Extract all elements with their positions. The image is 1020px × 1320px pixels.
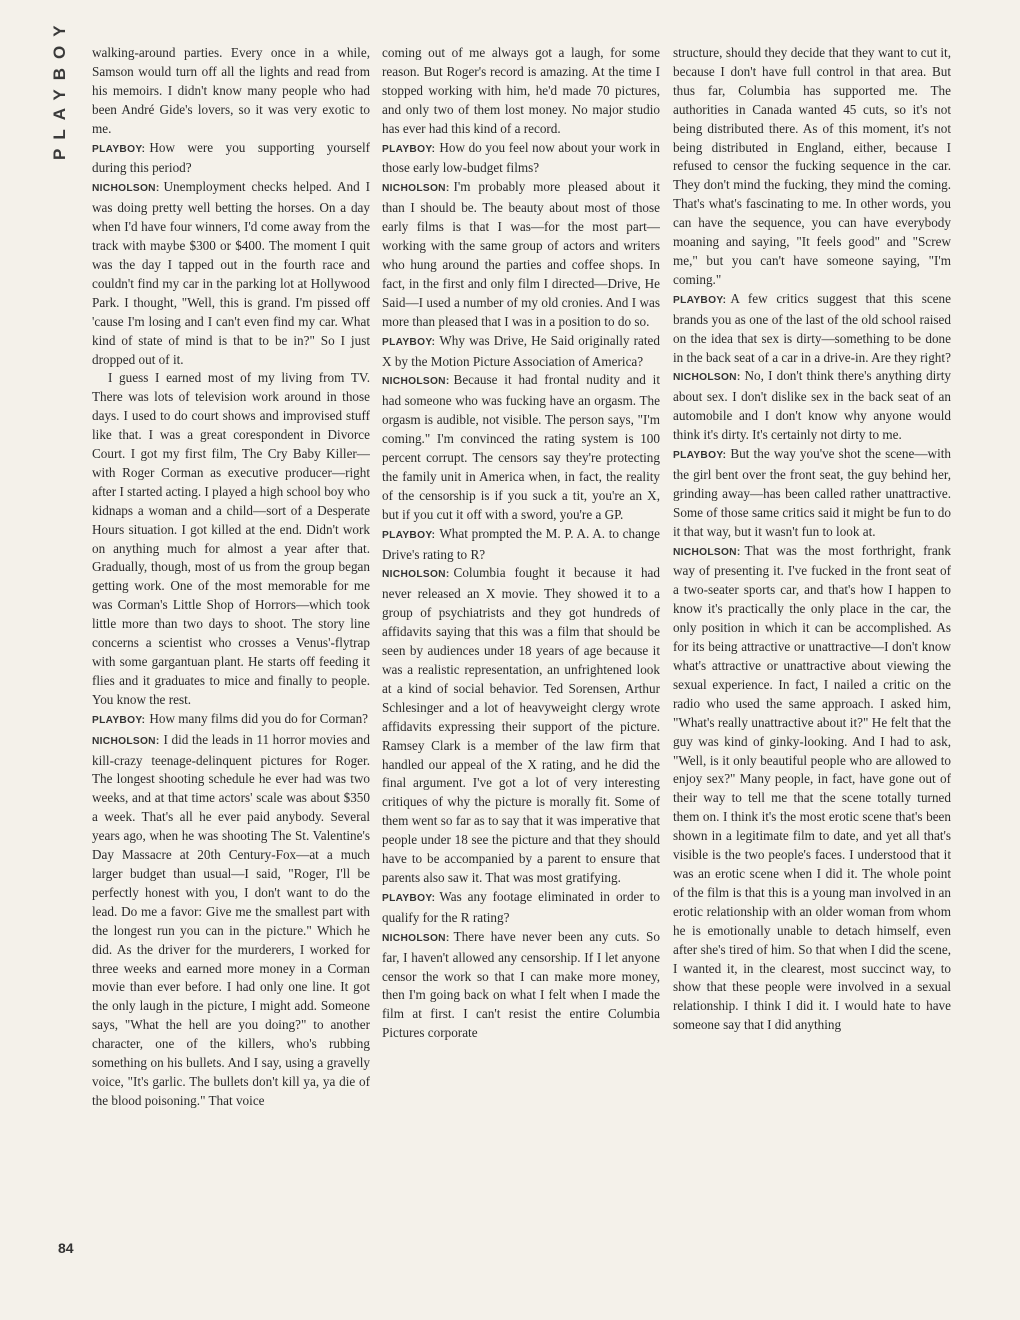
speaker-label: NICHOLSON: [92, 183, 160, 195]
question [92, 710, 370, 731]
answer-text: Because it had frontal nudity and it had someone who was fucking have an orgasm. The orgasm is audible, not visible. The person says, "I'm coming." I'm convinced the rating system is 100 percent corrupt. The censors say they're protecting the family unit in America when, in fact, the reality of the censorship is if you suck a tit, you're an X, but if you cut it off with a sword, you're a GP. [382, 372, 660, 522]
question [382, 525, 660, 565]
answer [92, 731, 370, 1111]
answer [382, 371, 660, 524]
question [382, 332, 660, 372]
text-column-2 [382, 44, 660, 1294]
question [382, 888, 660, 928]
speaker-label: PLAYBOY: [92, 714, 146, 726]
speaker-label: PLAYBOY: [92, 143, 146, 155]
question [673, 445, 951, 542]
question-text: How do you feel now about your work in those early low-budget films? [382, 139, 660, 176]
speaker-label: NICHOLSON: [673, 546, 741, 558]
paragraph: walking-around parties. Every once in a while, Samson would turn off all the lights and read from his memoirs. I didn't know many people who had been André Gide's lovers, so it was very exotic to me. [92, 45, 370, 136]
answer [673, 367, 951, 445]
question-text: Was any footage eliminated in order to qualify for the R rating? [382, 888, 660, 925]
answer [92, 178, 370, 369]
speaker-label: PLAYBOY: [382, 529, 436, 541]
answer-text: I did the leads in 11 horror movies and kill-crazy teenage-delinquent pictures for Roger. The longest shooting schedule he ever had was two weeks, and at that time actors' scale was about $350 a week. That's all he ever paid anybody. Several years ago, when he was shooting The St. Valentine's Day Massacre at 20th Century-Fox—at a much larger budget than usual—I said, "Roger, I'll be perfectly honest with you, I don't want to do the lead. Do me a favor: Give me the smallest part with the longest run you can in the picture." Which he did. As the driver for the murderers, I worked for three weeks and earned more money in a Corman movie than ever before. I had only one line. It got the only laugh in the picture, I might add. Someone says, "What the hell are you doing?" to another character, one of the killers, who's rubbing something on his bullets. And I say, using a gravelly voice, "It's garlic. The bullets don't kill ya, ya die of the blood poisoning." That voice [92, 731, 370, 1108]
question-text: What prompted the M. P. A. A. to change Drive's rating to R? [382, 525, 660, 562]
speaker-label: NICHOLSON: [382, 569, 450, 581]
speaker-label: PLAYBOY: [382, 143, 436, 155]
speaker-label: PLAYBOY: [673, 450, 727, 462]
masthead-text: PLAYBOY [50, 16, 69, 160]
speaker-label: NICHOLSON: [382, 376, 450, 388]
answer-text: Columbia fought it because it had never released an X movie. They showed it to a group of psychiatrists and they got hundreds of affidavits saying that this was a film that should be seen by audiences under 18 years of age because it was a realistic representation, an unfrightened look at a kind of social behavior. Ted Sorensen, Arthur Schlesinger and a lot of heavyweight clergy wrote affidavits expressing their support of the picture. Ramsey Clark is a member of the law firm that handled our appeal of the X rating, and he did the final argument. I've got a lot of very interesting critiques of why the picture is morally fit. Some of them went so far as to say that it was imperative that people under 18 see the picture and that they should have to be accompanied by a parent to ensure that parents also saw it. That was most gratifying. [382, 565, 660, 885]
paragraph: coming out of me always got a laugh, for some reason. But Roger's record is amazing. At the time I stopped working with him, he'd made 70 pictures, and only two of them lost money. No major studio has ever had this kind of a record. [382, 45, 660, 136]
answer-text: Unemployment checks helped. And I was doing pretty well betting the horses. On a day when I'd have four winners, I'd come away from the track with maybe $300 or $400. The moment I quit was the day I tapped out in the fourth race and couldn't find my car in the parking lot at Hollywood Park. I thought, "Well, this is grand. I'm pissed off 'cause I'm losing and I can't even find my car. What kind of state of mind is that to be in?" So I just dropped out of it. [92, 179, 370, 367]
page-number: 84 [58, 1240, 74, 1256]
answer-text: There have never been any cuts. So far, I haven't allowed any censorship. If I let anyone censor the work so that I can make more money, then I'm going back on what I felt when I made the film at first. I can't resist the entire Columbia Pictures corporate [382, 928, 660, 1041]
speaker-label: NICHOLSON: [673, 372, 741, 384]
speaker-label: PLAYBOY: [382, 336, 436, 348]
speaker-label: NICHOLSON: [382, 183, 450, 195]
paragraph: I guess I earned most of my living from TV. There was lots of television work around in those days. I used to do court shows and improvised stuff like that. I was a great corespondent in Divorce Court. I got my first film, The Cry Baby Killer—with Roger Corman as executive producer—right after I started acting. I played a high school boy who kidnaps a woman and a child—sort of a Desperate Hours situation. I got killed at the end. Didn't work on anything much for almost a year after that. Gradually, though, most of us from the group began getting work. One of the most memorable for me was Corman's Little Shop of Horrors—which took little more than two days to shoot. The story line concerns a scientist who crosses a Venus'-flytrap with some gargantuan plant. He starts off feeding it flies and it graduates to mice and finally to people. You know the rest. [92, 370, 370, 707]
speaker-label: PLAYBOY: [382, 892, 436, 904]
answer [382, 564, 660, 887]
speaker-label: NICHOLSON: [92, 735, 160, 747]
question-text: A few critics suggest that this scene brands you as one of the last of the old school raised on the idea that sex is dirty—something to be done in the back seat of a car in a drive-in. Are they right? [673, 290, 951, 365]
question [382, 139, 660, 179]
answer [382, 178, 660, 331]
speaker-label: NICHOLSON: [382, 932, 450, 944]
paragraph: structure, should they decide that they want to cut it, because I don't have full control in that area. But thus far, Columbia has supported me. The authorities in Canada wanted 45 cuts, so it's not being distributed there. As of this moment, it's not being distributed in England, either, because I refused to censor the fucking sequence in the car. They don't mind the fucking, they mind the coming. That's what's fascinating to me. In other words, you can have the sequence, you can have everybody moaning and saying, "It feels good" and "Screw me," but you can't have someone saying, "I'm coming." [673, 45, 951, 287]
answer [382, 928, 660, 1043]
text-column-1 [92, 44, 370, 1294]
answer-text: I'm probably more pleased about it than I should be. The beauty about most of those early films is that I was—for the most part—working with the same group of actors and writers who hung around the parties and coffee shops. In fact, in the first and only film I directed—Drive, He Said—I used a number of my old cronies. And I was more than pleased that I was in a position to do so. [382, 179, 660, 329]
answer-text: That was the most forthright, frank way of presenting it. I've fucked in the front seat of a two-seater sports car, and that's how I happen to know it's practically the only place in the car, the only position in which it can be accomplished. As for its being attractive or unattractive—I don't know what's attractive or unattractive about viewing the sexual experience. In fact, I nailed a critic on the radio who used the same approach. I asked him, "What's really unattractive about it?" He felt that the guy was kind of ginky-looking. And I had to ask, "Well, is it only beautiful people who are allowed to enjoy sex?" Many people, in fact, have gone out of their way to tell me that the scene totally turned them on. I think it's the most erotic scene that's been shown in a legitimate film to date, and yet all that's visible is the two people's faces. I understood that it was an erotic scene when I did it. The whole point of the film is that this is a young man involved in an erotic relationship with an older woman from whom he is emotionally unable to detach himself, even after she's tired of him. So that when I did the scene, I wanted it, in the clearest, most succinct way, to show that these people were involved in a sexual relationship. I think I did it. I would hate to have someone say that I did anything [673, 542, 951, 1033]
question-text: How many films did you do for Corman? [149, 710, 369, 726]
question [673, 290, 951, 368]
text-column-3 [673, 44, 951, 1294]
speaker-label: PLAYBOY: [673, 294, 727, 306]
answer [673, 542, 951, 1036]
question-text: How were you supporting yourself during this period? [92, 139, 370, 176]
question [92, 139, 370, 179]
masthead [50, 16, 74, 160]
answer-text: No, I don't think there's anything dirty about sex. I don't dislike sex in the back seat of an automobile and I don't know why anyone would think it's dirty. It's certainly not dirty to me. [673, 368, 951, 443]
question-text: Why was Drive, He Said originally rated X by the Motion Picture Association of America? [382, 332, 660, 369]
question-text: But the way you've shot the scene—with the girl bent over the front seat, the guy behind her, grinding away—has been called rather unattractive. Some of those same critics said it might be fun to do it that way, but it wasn't fun to look at. [673, 446, 951, 539]
